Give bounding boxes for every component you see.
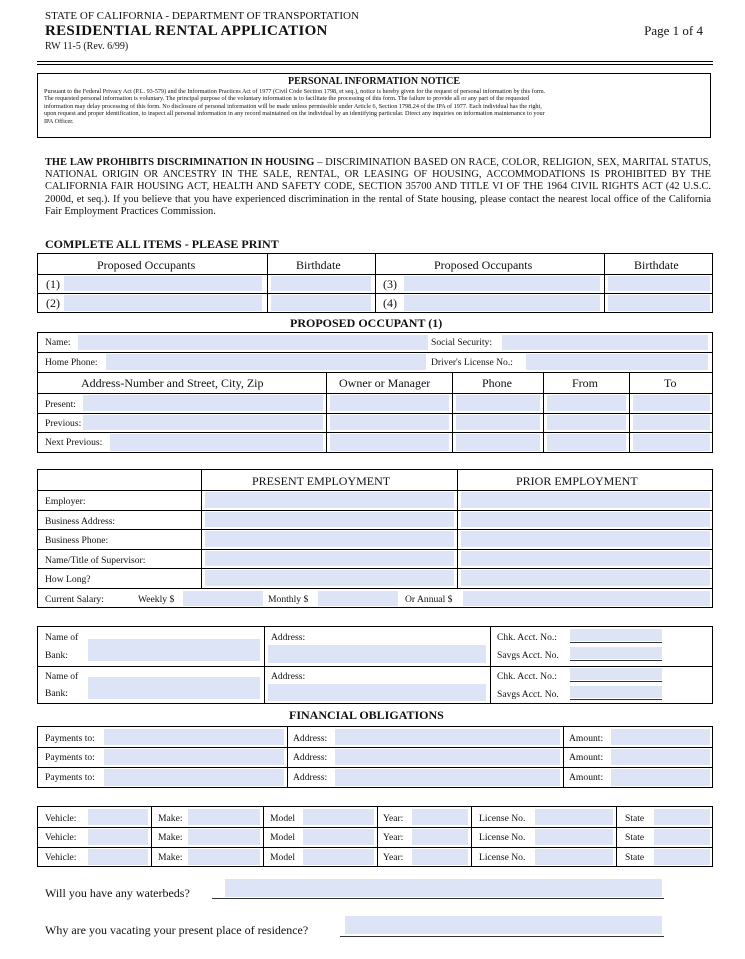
license-2-field[interactable] — [535, 829, 613, 845]
occupant-row-label: (4) — [383, 296, 397, 310]
model-label: Model — [270, 813, 296, 824]
bank-1-name-field[interactable] — [88, 639, 260, 661]
year-label: Year: — [383, 852, 404, 863]
year-1-field[interactable] — [412, 809, 468, 825]
occupant-4-field[interactable] — [404, 295, 600, 311]
prior-address-emp-field[interactable] — [461, 512, 710, 527]
bank-1-name-label: Name of — [45, 632, 79, 643]
waterbeds-question: Will you have any waterbeds? — [45, 886, 190, 900]
form-title: RESIDENTIAL RENTAL APPLICATION — [45, 23, 328, 39]
occupant-row-label: (2) — [46, 296, 60, 310]
payments-to-label: Payments to: — [45, 752, 95, 763]
previous-label: Previous: — [45, 418, 82, 429]
bank-2-checking-label: Chk. Acct. No.: — [497, 671, 557, 682]
make-label: Make: — [158, 813, 183, 824]
present-phone-field[interactable] — [456, 395, 540, 411]
prior-employment-header: PRIOR EMPLOYMENT — [516, 474, 638, 488]
annual-salary-field[interactable] — [463, 591, 710, 606]
previous-owner-field[interactable] — [330, 415, 449, 430]
amount-field-2[interactable] — [611, 749, 710, 765]
amount-label: Amount: — [569, 752, 604, 763]
home-phone-label: Home Phone: — [45, 357, 98, 368]
bank-1-bank-label: Bank: — [45, 650, 68, 661]
previous-from-field[interactable] — [547, 415, 626, 430]
present-address-emp-field[interactable] — [205, 512, 454, 527]
license-no-label: License No. — [479, 832, 526, 843]
occupant-1-field[interactable] — [64, 276, 262, 291]
birthdate-2-field[interactable] — [271, 295, 371, 311]
waterbeds-underline — [212, 898, 664, 899]
vehicle-2-field[interactable] — [88, 829, 148, 845]
present-employment-header: PRESENT EMPLOYMENT — [252, 474, 391, 488]
vacating-question: Why are you vacating your present place of residence? — [45, 923, 309, 937]
present-address-field[interactable] — [83, 395, 323, 411]
header-rule-2 — [37, 64, 713, 65]
license-1-field[interactable] — [535, 809, 613, 825]
vacating-underline — [340, 936, 664, 937]
make-1-field[interactable] — [188, 809, 260, 825]
address-label: Address: — [293, 752, 328, 763]
model-1-field[interactable] — [303, 809, 374, 825]
bank-1-savings-field[interactable] — [570, 647, 662, 659]
address-header: Address-Number and Street, City, Zip — [81, 376, 264, 390]
vehicle-table — [37, 806, 713, 867]
payments-to-field-1[interactable] — [104, 729, 284, 745]
address-label: Address: — [293, 772, 328, 783]
bank-1-savings-label: Savgs Acct. No. — [497, 650, 559, 661]
vehicle-label: Vehicle: — [45, 832, 77, 843]
vehicle-label: Vehicle: — [45, 813, 77, 824]
vehicle-1-field[interactable] — [88, 809, 148, 825]
state-2-field[interactable] — [654, 829, 710, 845]
state-1-field[interactable] — [654, 809, 710, 825]
notice-text — [44, 88, 704, 125]
supervisor-label: Name/Title of Supervisor: — [45, 555, 146, 566]
occupant-row-label: (1) — [46, 277, 60, 291]
present-from-field[interactable] — [547, 395, 626, 411]
payments-to-field-2[interactable] — [104, 749, 284, 765]
ssn-label: Social Security: — [431, 337, 493, 348]
payments-to-label: Payments to: — [45, 733, 95, 744]
amount-label: Amount: — [569, 772, 604, 783]
fin-address-field-1[interactable] — [335, 729, 560, 745]
complete-all-items-heading: COMPLETE ALL ITEMS - PLEASE PRINT — [45, 237, 279, 251]
license-no-label: License No. — [479, 813, 526, 824]
waterbeds-field[interactable] — [225, 879, 662, 897]
make-label: Make: — [158, 832, 183, 843]
discrimination-notice — [45, 157, 711, 218]
name-field[interactable] — [78, 335, 428, 350]
weekly-salary-field[interactable] — [183, 591, 263, 606]
notice-line: information may delay processing of this form. No disclosure of personal information will be made unless permissible under Article 6, Section 1798.24 of the IPA of 1977. Each individual has the right, — [44, 102, 542, 110]
present-how-long-field[interactable] — [205, 570, 454, 586]
to-header: To — [664, 376, 677, 390]
state-label: State — [625, 852, 645, 863]
proposed-occupant-1-heading: PROPOSED OCCUPANT (1) — [290, 316, 443, 330]
vehicle-3-field[interactable] — [88, 849, 148, 865]
next-previous-from-field[interactable] — [547, 434, 626, 451]
bank-2-checking-field[interactable] — [570, 668, 662, 680]
header-rule — [37, 61, 713, 62]
present-owner-field[interactable] — [330, 395, 449, 411]
weekly-label: Weekly $ — [138, 594, 175, 605]
model-label: Model — [270, 852, 296, 863]
model-3-field[interactable] — [303, 849, 374, 865]
previous-address-field[interactable] — [83, 415, 323, 430]
bank-2-name-label: Name of — [45, 671, 79, 682]
department-label: STATE OF CALIFORNIA - DEPARTMENT OF TRANSPORTATION — [45, 10, 359, 22]
annual-label: Or Annual $ — [405, 594, 453, 605]
notice-line: IPA Officer. — [44, 117, 74, 125]
year-2-field[interactable] — [412, 829, 468, 845]
phone-header: Phone — [482, 376, 512, 390]
bank-2-savings-field[interactable] — [570, 686, 662, 698]
year-label: Year: — [383, 813, 404, 824]
next-previous-phone-field[interactable] — [456, 434, 540, 451]
state-label: State — [625, 813, 645, 824]
bank-1-checking-field[interactable] — [570, 629, 662, 641]
occupants-table — [37, 253, 713, 313]
business-phone-label: Business Phone: — [45, 535, 109, 546]
bank-1-address-label: Address: — [271, 632, 306, 643]
present-to-field[interactable] — [633, 395, 710, 411]
bank-2-name-field[interactable] — [88, 677, 260, 699]
monthly-label: Monthly $ — [268, 594, 309, 605]
prior-business-phone-field[interactable] — [461, 531, 710, 547]
employer-label: Employer: — [45, 496, 86, 507]
bank-1-checking-label: Chk. Acct. No.: — [497, 632, 557, 643]
ssn-field[interactable] — [502, 335, 708, 350]
make-3-field[interactable] — [188, 849, 260, 865]
year-label: Year: — [383, 832, 404, 843]
fin-address-field-3[interactable] — [335, 769, 560, 786]
financial-table — [37, 726, 713, 788]
license-3-field[interactable] — [535, 849, 613, 865]
bank-1-address-field[interactable] — [268, 645, 486, 663]
present-label: Present: — [45, 399, 76, 410]
present-business-phone-field[interactable] — [205, 531, 454, 547]
law-text: – DISCRIMINATION BASED ON RACE, COLOR, RELIGION, SEX, MARITAL STATUS, NATIONAL ORIGIN OR ANCESTRY IN THE SALE, RENTAL, OR LEASING OF HOUSING, ACCOMMODATIONS IS PROHIBITED BY THE CALIFORNIA FAIR HOUSING ACT, HEALTH AND SAFETY CODE, SECTION 35700 AND TITLE VI OF THE 1964 CIVIL RIGHTS ACT (42 U.S.C. 2000d, et seq.). If you believe that you have experienced discrimination in the rental of State housing, please contact the nearest local office of the California Fair Employment Practices Commission. — [45, 157, 711, 217]
notice-line: Pursuant to the Federal Privacy Act (P.L. 93-579) and the Information Practices Act of 1977 (Civil Code Section 1798, et seq.), notice is hereby given for the request of personal information by this form. — [44, 88, 546, 95]
next-previous-owner-field[interactable] — [330, 434, 449, 451]
birthdate-3-field[interactable] — [608, 276, 710, 291]
notice-title: PERSONAL INFORMATION NOTICE — [287, 76, 461, 87]
license-no-label: License No. — [479, 852, 526, 863]
bank-2-address-field[interactable] — [268, 684, 486, 701]
privacy-notice — [37, 73, 711, 138]
license-field[interactable] — [526, 354, 708, 370]
model-2-field[interactable] — [303, 829, 374, 845]
next-previous-address-field[interactable] — [110, 434, 323, 451]
business-address-label: Business Address: — [45, 516, 116, 527]
notice-line: The requested personal information is voluntary. The principal purpose of the voluntary information is to facilitate the processing of this form. The failure to provide all or any part of the requested — [44, 95, 530, 103]
monthly-salary-field[interactable] — [318, 591, 398, 606]
present-employer-field[interactable] — [205, 492, 454, 508]
notice-line: upon request and proper identification, to inspect all personal information in any record maintained on the individual by an identifying particular. Direct any inquiries on information maintenance to your — [44, 110, 545, 118]
col-proposed-occupants: Proposed Occupants — [97, 258, 196, 272]
amount-field-3[interactable] — [611, 769, 710, 786]
state-3-field[interactable] — [654, 849, 710, 865]
financial-obligations-heading: FINANCIAL OBLIGATIONS — [289, 708, 444, 722]
make-2-field[interactable] — [188, 829, 260, 845]
bank-2-bank-label: Bank: — [45, 688, 68, 699]
occupant-row-label: (3) — [383, 277, 397, 291]
vacating-field[interactable] — [345, 916, 662, 934]
bank-table — [37, 626, 713, 704]
prior-supervisor-field[interactable] — [461, 551, 710, 566]
col-birthdate: Birthdate — [296, 258, 341, 272]
owner-header: Owner or Manager — [339, 376, 431, 390]
current-salary-label: Current Salary: — [45, 594, 104, 605]
vehicle-label: Vehicle: — [45, 852, 77, 863]
model-label: Model — [270, 832, 296, 843]
page-number: Page 1 of 4 — [644, 23, 703, 38]
amount-label: Amount: — [569, 733, 604, 744]
occupant-2-field[interactable] — [64, 295, 262, 311]
previous-phone-field[interactable] — [456, 415, 540, 430]
payments-to-label: Payments to: — [45, 772, 95, 783]
next-previous-label: Next Previous: — [45, 437, 103, 448]
home-phone-field[interactable] — [106, 354, 426, 370]
col-birthdate-2: Birthdate — [634, 258, 679, 272]
state-label: State — [625, 832, 645, 843]
payments-to-field-3[interactable] — [104, 769, 284, 786]
name-label: Name: — [45, 337, 71, 348]
present-supervisor-field[interactable] — [205, 551, 454, 566]
address-label: Address: — [293, 733, 328, 744]
previous-to-field[interactable] — [633, 415, 710, 430]
col-proposed-occupants-2: Proposed Occupants — [434, 258, 533, 272]
birthdate-1-field[interactable] — [271, 276, 371, 291]
prior-how-long-field[interactable] — [461, 570, 710, 586]
form-number: RW 11-5 (Rev. 6/99) — [45, 41, 129, 52]
next-previous-to-field[interactable] — [633, 434, 710, 451]
occupant-1-table — [37, 332, 713, 453]
license-label: Driver's License No.: — [431, 357, 513, 368]
bank-2-savings-label: Savgs Acct. No. — [497, 689, 559, 700]
prior-employer-field[interactable] — [461, 492, 710, 508]
birthdate-4-field[interactable] — [608, 295, 710, 311]
law-heading: THE LAW PROHIBITS DISCRIMINATION IN HOUSING — [45, 157, 315, 168]
fin-address-field-2[interactable] — [335, 749, 560, 765]
bank-2-address-label: Address: — [271, 671, 306, 682]
make-label: Make: — [158, 852, 183, 863]
how-long-label: How Long? — [45, 574, 91, 585]
from-header: From — [572, 376, 599, 390]
occupant-3-field[interactable] — [404, 276, 600, 291]
employment-table — [37, 469, 713, 608]
amount-field-1[interactable] — [611, 729, 710, 745]
year-3-field[interactable] — [412, 849, 468, 865]
